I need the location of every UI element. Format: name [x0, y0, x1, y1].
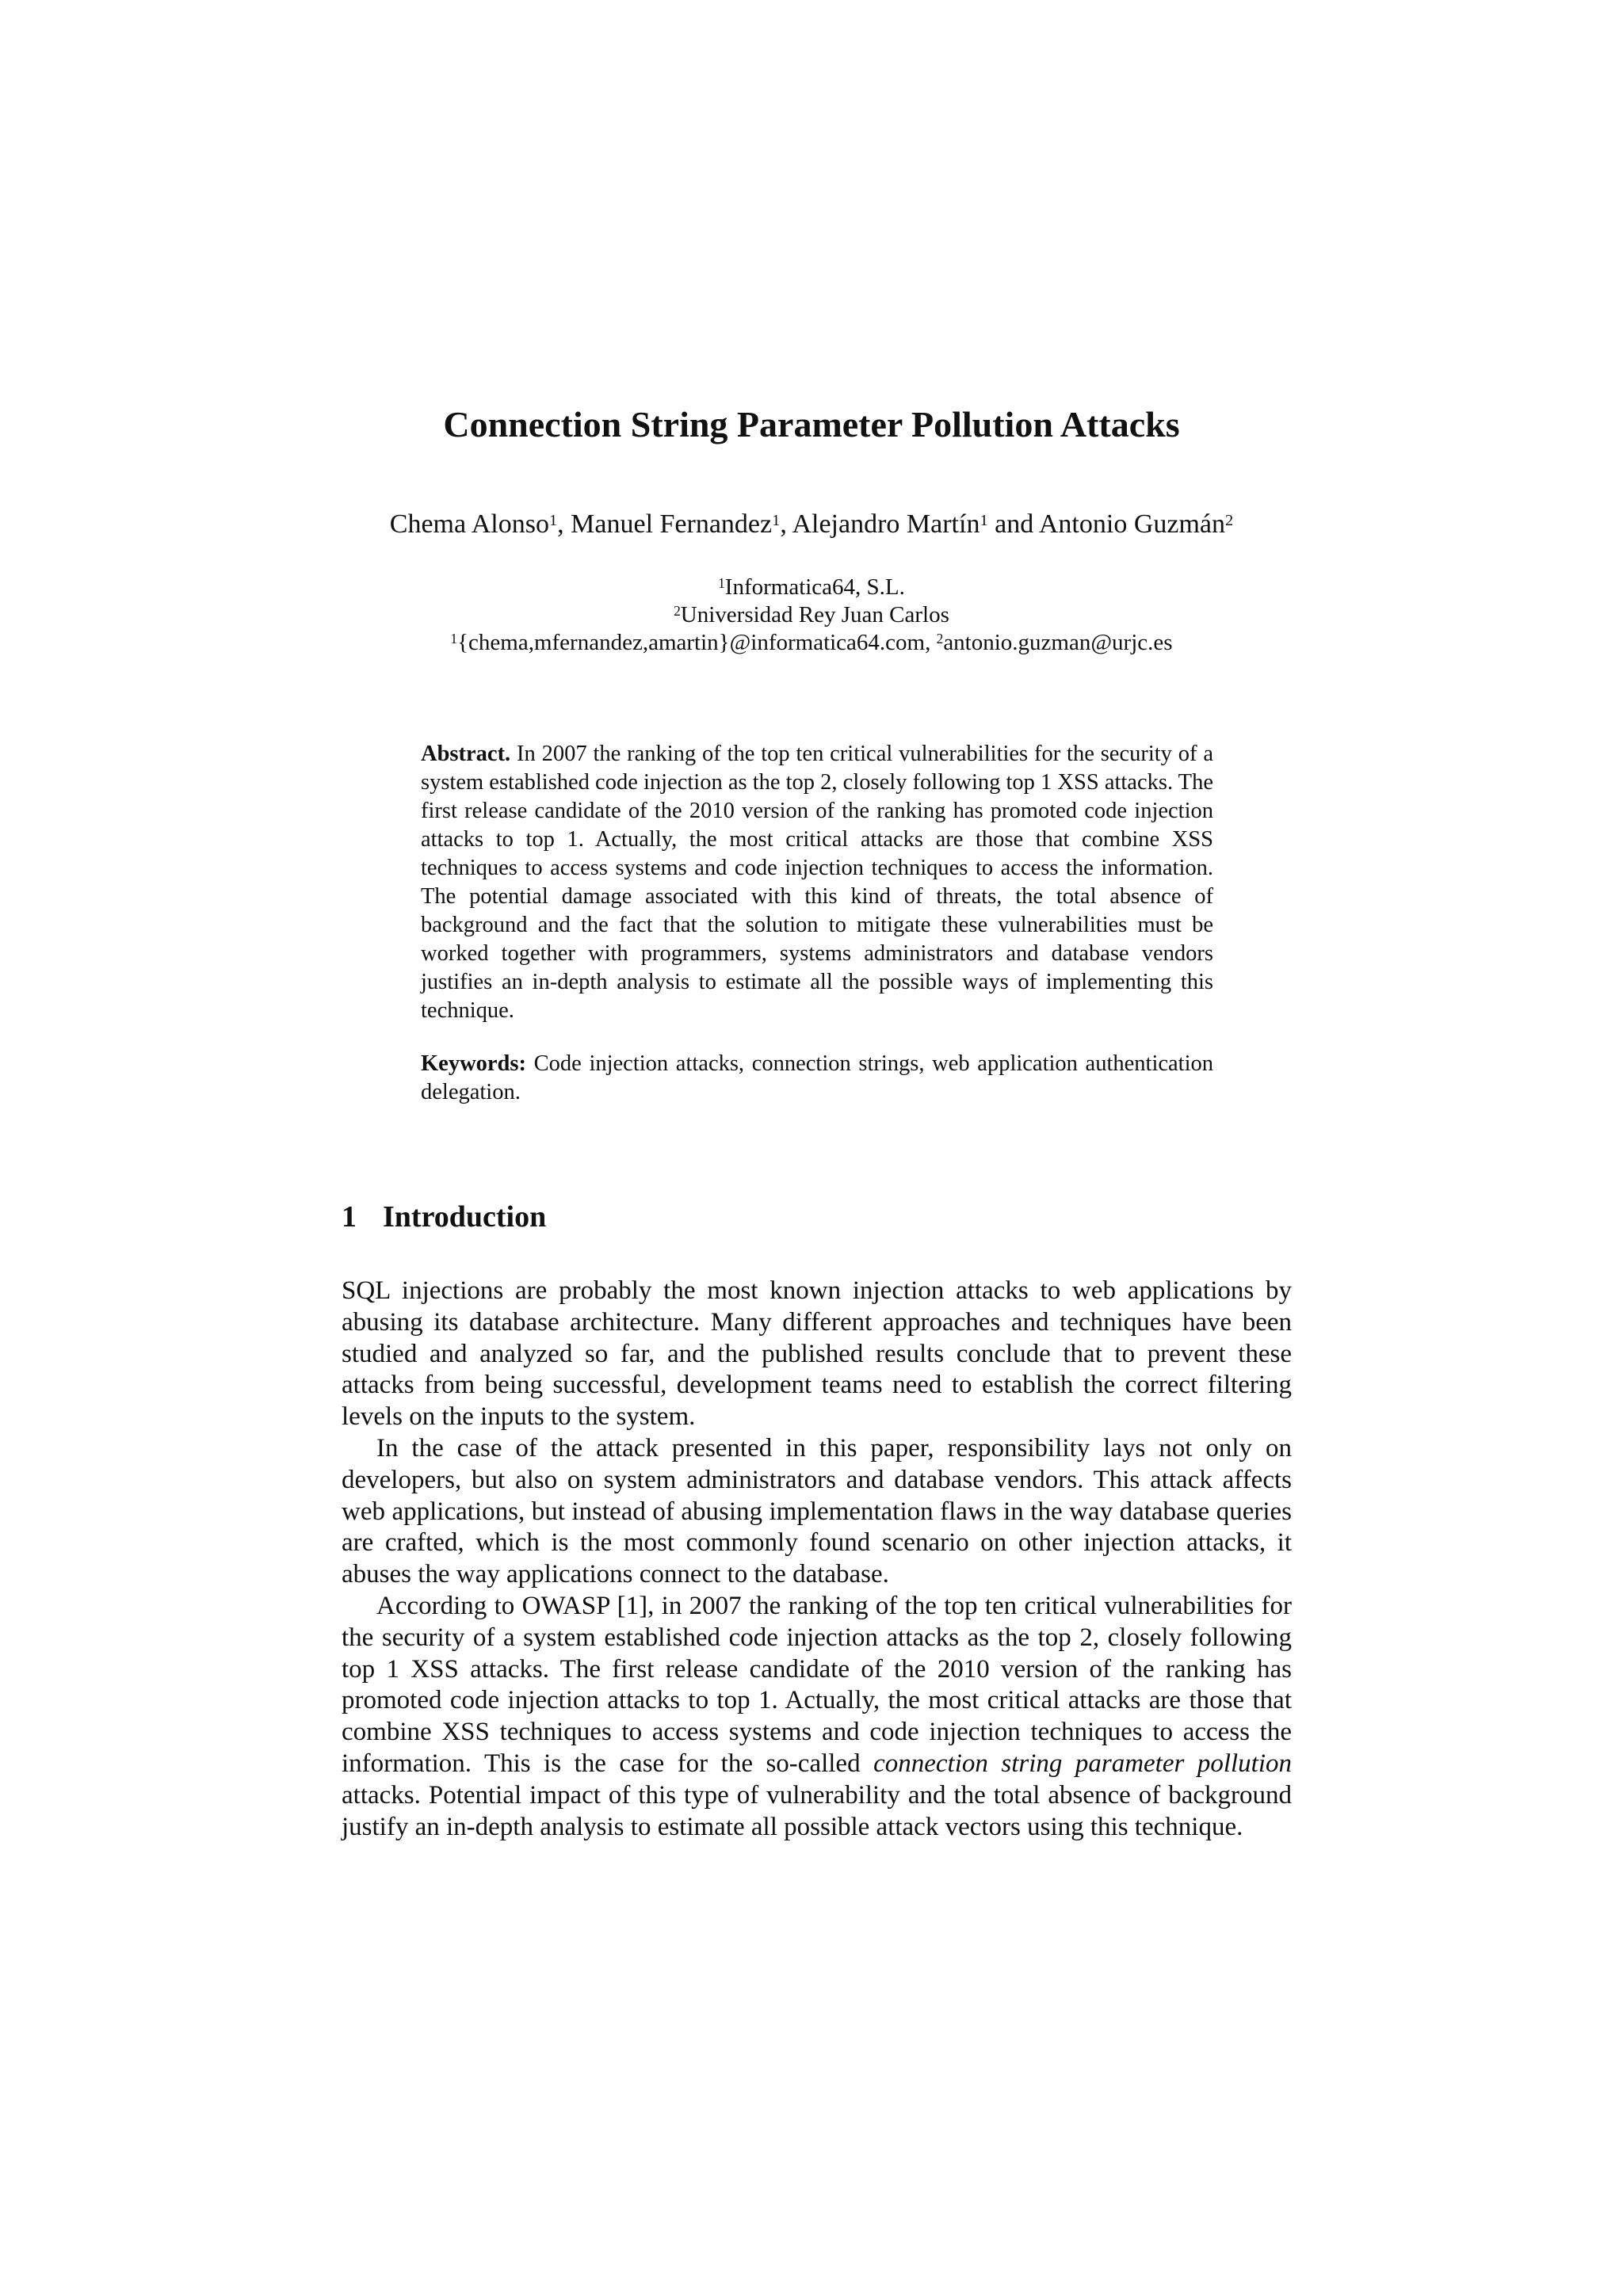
keywords-text: Code injection attacks, connection strings, web application authentication delegation. [421, 1051, 1213, 1104]
affiliation-2: $^2$Universidad Rey Juan Carlos [674, 602, 949, 627]
paragraph: According to OWASP [1], in 2007 the ranking of the top ten critical vulnerabilities for the security of a system established code injection attacks as the top 2, closely following top 1 XSS attacks. The first release candidate of the 2010 version of the ranking has promoted code injection attacks to top 1. Actually, the most critical attacks are those that combine XSS techniques to access systems and code injection techniques to access the information. This is the case for the so-called connection string parameter pollution attacks. Potential impact of this type of vulnerability and the total absence of background justify an in-depth analysis to estimate all possible attack vectors using this technique. [342, 1591, 1293, 1841]
section-title: Introduction [383, 1200, 547, 1234]
author: Alejandro Martín$^1$ [792, 509, 988, 539]
author-list: Chema Alonso$^1$, Manuel Fernandez$^1$, Alejandro Martín$^1$ and Antonio Guzmán$^2$ [389, 509, 1234, 539]
paper-title: Connection String Parameter Pollution Attacks [443, 404, 1180, 444]
section-heading-introduction [342, 1197, 546, 1237]
author-emails: $^1${chema,mfernandez,amartin}@informatica64.com, $^2$antonio.guzman@urjc.es [450, 630, 1173, 655]
affiliation-1: $^1$Informatica64, S.L. [718, 574, 905, 600]
introduction-body [342, 1276, 1292, 1843]
abstract [421, 740, 1213, 1025]
author: Antonio Guzmán$^2$ [1038, 509, 1234, 539]
section-number: 1 [342, 1200, 357, 1234]
paragraph: In the case of the attack presented in this paper, responsibility lays not only on developers, but also on system administrators and database vendors. This attack affects web applications, but instead of abusing implementation flaws in the way database queries are crafted, which is the most commonly found scenario on other injection attacks, it abuses the way applications connect to the database. [342, 1433, 1292, 1589]
keywords-label: Keywords: [421, 1051, 526, 1076]
paragraph: SQL injections are probably the most known injection attacks to web applications by abusing its database architecture. Many different approaches and techniques have been studied and analyzed so far, and the published results conclude that to prevent these attacks from being successful, development teams need to establish the correct filtering levels on the inputs to the system. [342, 1276, 1292, 1432]
abstract-label: Abstract. [421, 742, 511, 766]
keywords [421, 1050, 1213, 1107]
author: Chema Alonso$^1$ [389, 509, 558, 539]
author: Manuel Fernandez$^1$ [571, 509, 781, 539]
abstract-text: In 2007 the ranking of the top ten critical vulnerabilities for the security of a system established code injection as the top 2, closely following top 1 XSS attacks. The first release candidate of the 2010 version of the ranking has promoted code injection attacks to top 1. Actually, the most critical attacks are those that combine XSS techniques to access systems and code injection techniques to access the information. The potential damage associated with this kind of threats, the total absence of background and the fact that the solution to mitigate these vulnerabilities must be worked together with programmers, systems administrators and database vendors justifies an in-depth analysis to estimate all the possible ways of implementing this technique. [421, 742, 1213, 1023]
